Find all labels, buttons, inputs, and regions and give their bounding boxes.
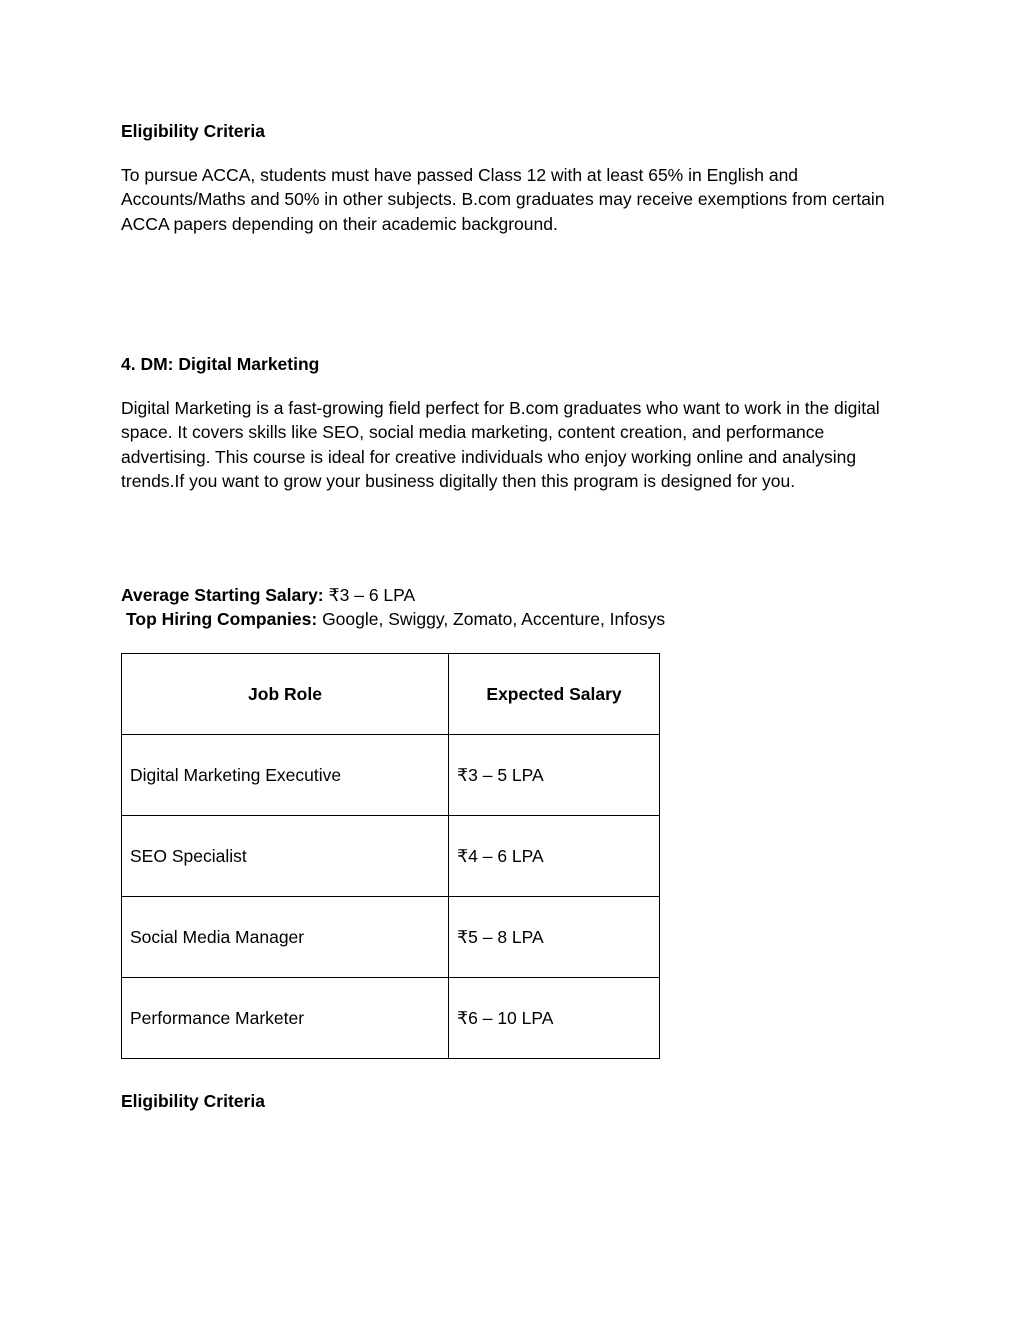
acca-eligibility-heading: Eligibility Criteria <box>121 121 265 141</box>
table-cell-salary: ₹3 – 5 LPA <box>449 735 660 816</box>
top-companies-value: Google, Swiggy, Zomato, Accenture, Infosys <box>317 609 666 629</box>
dm-description-paragraph: Digital Marketing is a fast-growing field perfect for B.com graduates who want to work in the digital space. It covers skills like SEO, social media marketing, content creation, and performance advertising. This course is ideal for creative individuals who enjoy working online and analysing trends.If you want to grow your business digitally then this program is designed for you. <box>121 398 880 492</box>
top-companies-label: Top Hiring Companies: <box>126 609 318 629</box>
table-cell-salary: ₹4 – 6 LPA <box>449 816 660 897</box>
dm-section-heading: 4. DM: Digital Marketing <box>121 354 320 374</box>
table-cell-salary: ₹5 – 8 LPA <box>449 897 660 978</box>
table-cell-salary: ₹6 – 10 LPA <box>449 978 660 1059</box>
table-row <box>122 978 660 1059</box>
average-salary-label: Average Starting Salary: <box>121 585 324 605</box>
job-salary-table <box>121 653 660 1059</box>
top-companies-line <box>126 607 665 631</box>
table-header-row <box>122 654 660 735</box>
table-cell-job-role: Social Media Manager <box>122 897 449 978</box>
acca-eligibility-paragraph: To pursue ACCA, students must have passed Class 12 with at least 65% in English and Accounts/Maths and 50% in other subjects. B.com graduates may receive exemptions from certain ACCA papers depending on their academic background. <box>121 165 885 234</box>
dm-eligibility-heading: Eligibility Criteria <box>121 1091 265 1111</box>
table-cell-job-role: Performance Marketer <box>122 978 449 1059</box>
table-row <box>122 816 660 897</box>
table-row <box>122 735 660 816</box>
table-header-expected-salary: Expected Salary <box>449 654 660 735</box>
table-cell-job-role: Digital Marketing Executive <box>122 735 449 816</box>
table-cell-job-role: SEO Specialist <box>122 816 449 897</box>
average-salary-value: ₹3 – 6 LPA <box>323 585 416 605</box>
average-salary-line <box>121 583 415 607</box>
table-row <box>122 897 660 978</box>
table-header-job-role: Job Role <box>122 654 449 735</box>
